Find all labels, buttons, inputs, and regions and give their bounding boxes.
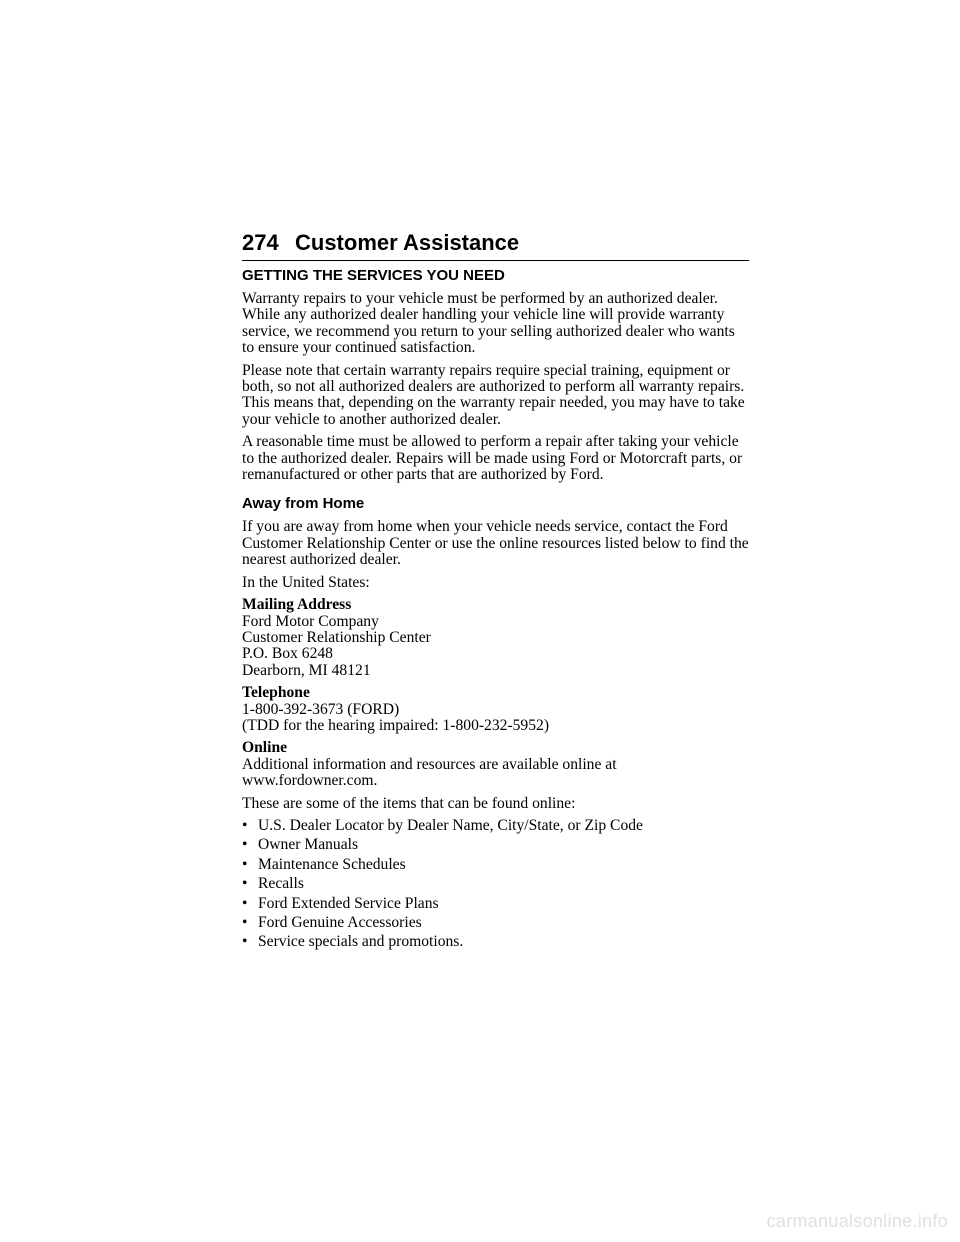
list-item: [242, 857, 749, 873]
bullet-icon: •: [242, 855, 248, 873]
bullet-icon: •: [242, 836, 248, 854]
list-item: [242, 915, 749, 931]
online-block: [242, 740, 749, 789]
paragraph: These are some of the items that can be found online:: [242, 794, 576, 812]
page-content: [242, 267, 749, 954]
list-item: [242, 934, 749, 950]
telephone-label: Telephone: [242, 684, 310, 702]
page-number: 274: [242, 230, 279, 255]
online-label: Online: [242, 739, 288, 757]
list-item-text: Ford Genuine Accessories: [258, 914, 422, 931]
paragraph: In the United States:: [242, 573, 370, 591]
paragraph: Please note that certain warranty repairs require special training, equipment or both, so not all authorized dealers are authorized to perform all warranty repairs. This means that, depending on the warranty repair needed, you may have to take your vehicle to another authorized dealer.: [242, 361, 745, 428]
paragraph: A reasonable time must be allowed to perform a repair after taking your vehicle to the authorized dealer. Repairs will be made using Ford or Motorcraft parts, or remanufactured or other parts that are authorized by Ford.: [242, 433, 743, 484]
address-line: Customer Relationship Center: [242, 628, 431, 646]
mailing-address-label: Mailing Address: [242, 596, 352, 614]
list-item: [242, 837, 749, 853]
telephone-line: (TDD for the hearing impaired: 1-800-232-5952): [242, 716, 550, 734]
list-item-text: Maintenance Schedules: [258, 855, 406, 873]
address-line: P.O. Box 6248: [242, 645, 333, 663]
online-text: Additional information and resources are available online at www.fordowner.com.: [242, 755, 617, 790]
paragraph: If you are away from home when your vehicle needs service, contact the Ford Customer Relationship Center or use the online resources listed below to find the nearest authorized dealer.: [242, 518, 749, 569]
address-line: Dearborn, MI 48121: [242, 661, 371, 679]
list-item-text: Service specials and promotions.: [258, 933, 464, 951]
watermark: carmanualsonline.info: [766, 1211, 948, 1231]
list-item-text: Recalls: [258, 875, 304, 893]
list-item: [242, 818, 749, 834]
list-item: [242, 876, 749, 892]
section-heading: GETTING THE SERVICES YOU NEED: [242, 267, 505, 284]
paragraph: Warranty repairs to your vehicle must be performed by an authorized dealer. While any authorized dealer handling your vehicle line will provide warranty service, we recommend you return to your selling authorized dealer who wants to ensure your continued satisfaction.: [242, 290, 735, 357]
online-items-list: [242, 818, 749, 951]
bullet-icon: •: [242, 894, 248, 912]
bullet-icon: •: [242, 875, 248, 893]
list-item-text: Ford Extended Service Plans: [258, 894, 439, 912]
bullet-icon: •: [242, 933, 248, 951]
mailing-address-block: [242, 597, 749, 679]
bullet-icon: •: [242, 816, 248, 834]
list-item-text: U.S. Dealer Locator by Dealer Name, City/State, or Zip Code: [258, 816, 643, 834]
telephone-block: [242, 685, 749, 734]
list-item: [242, 896, 749, 912]
list-item-text: Owner Manuals: [258, 836, 359, 854]
telephone-line: 1-800-392-3673 (FORD): [242, 700, 400, 718]
address-line: Ford Motor Company: [242, 612, 379, 630]
bullet-icon: •: [242, 914, 248, 931]
page-header: [242, 228, 749, 261]
page-title: Customer Assistance: [295, 230, 520, 255]
subsection-heading: Away from Home: [242, 495, 365, 513]
